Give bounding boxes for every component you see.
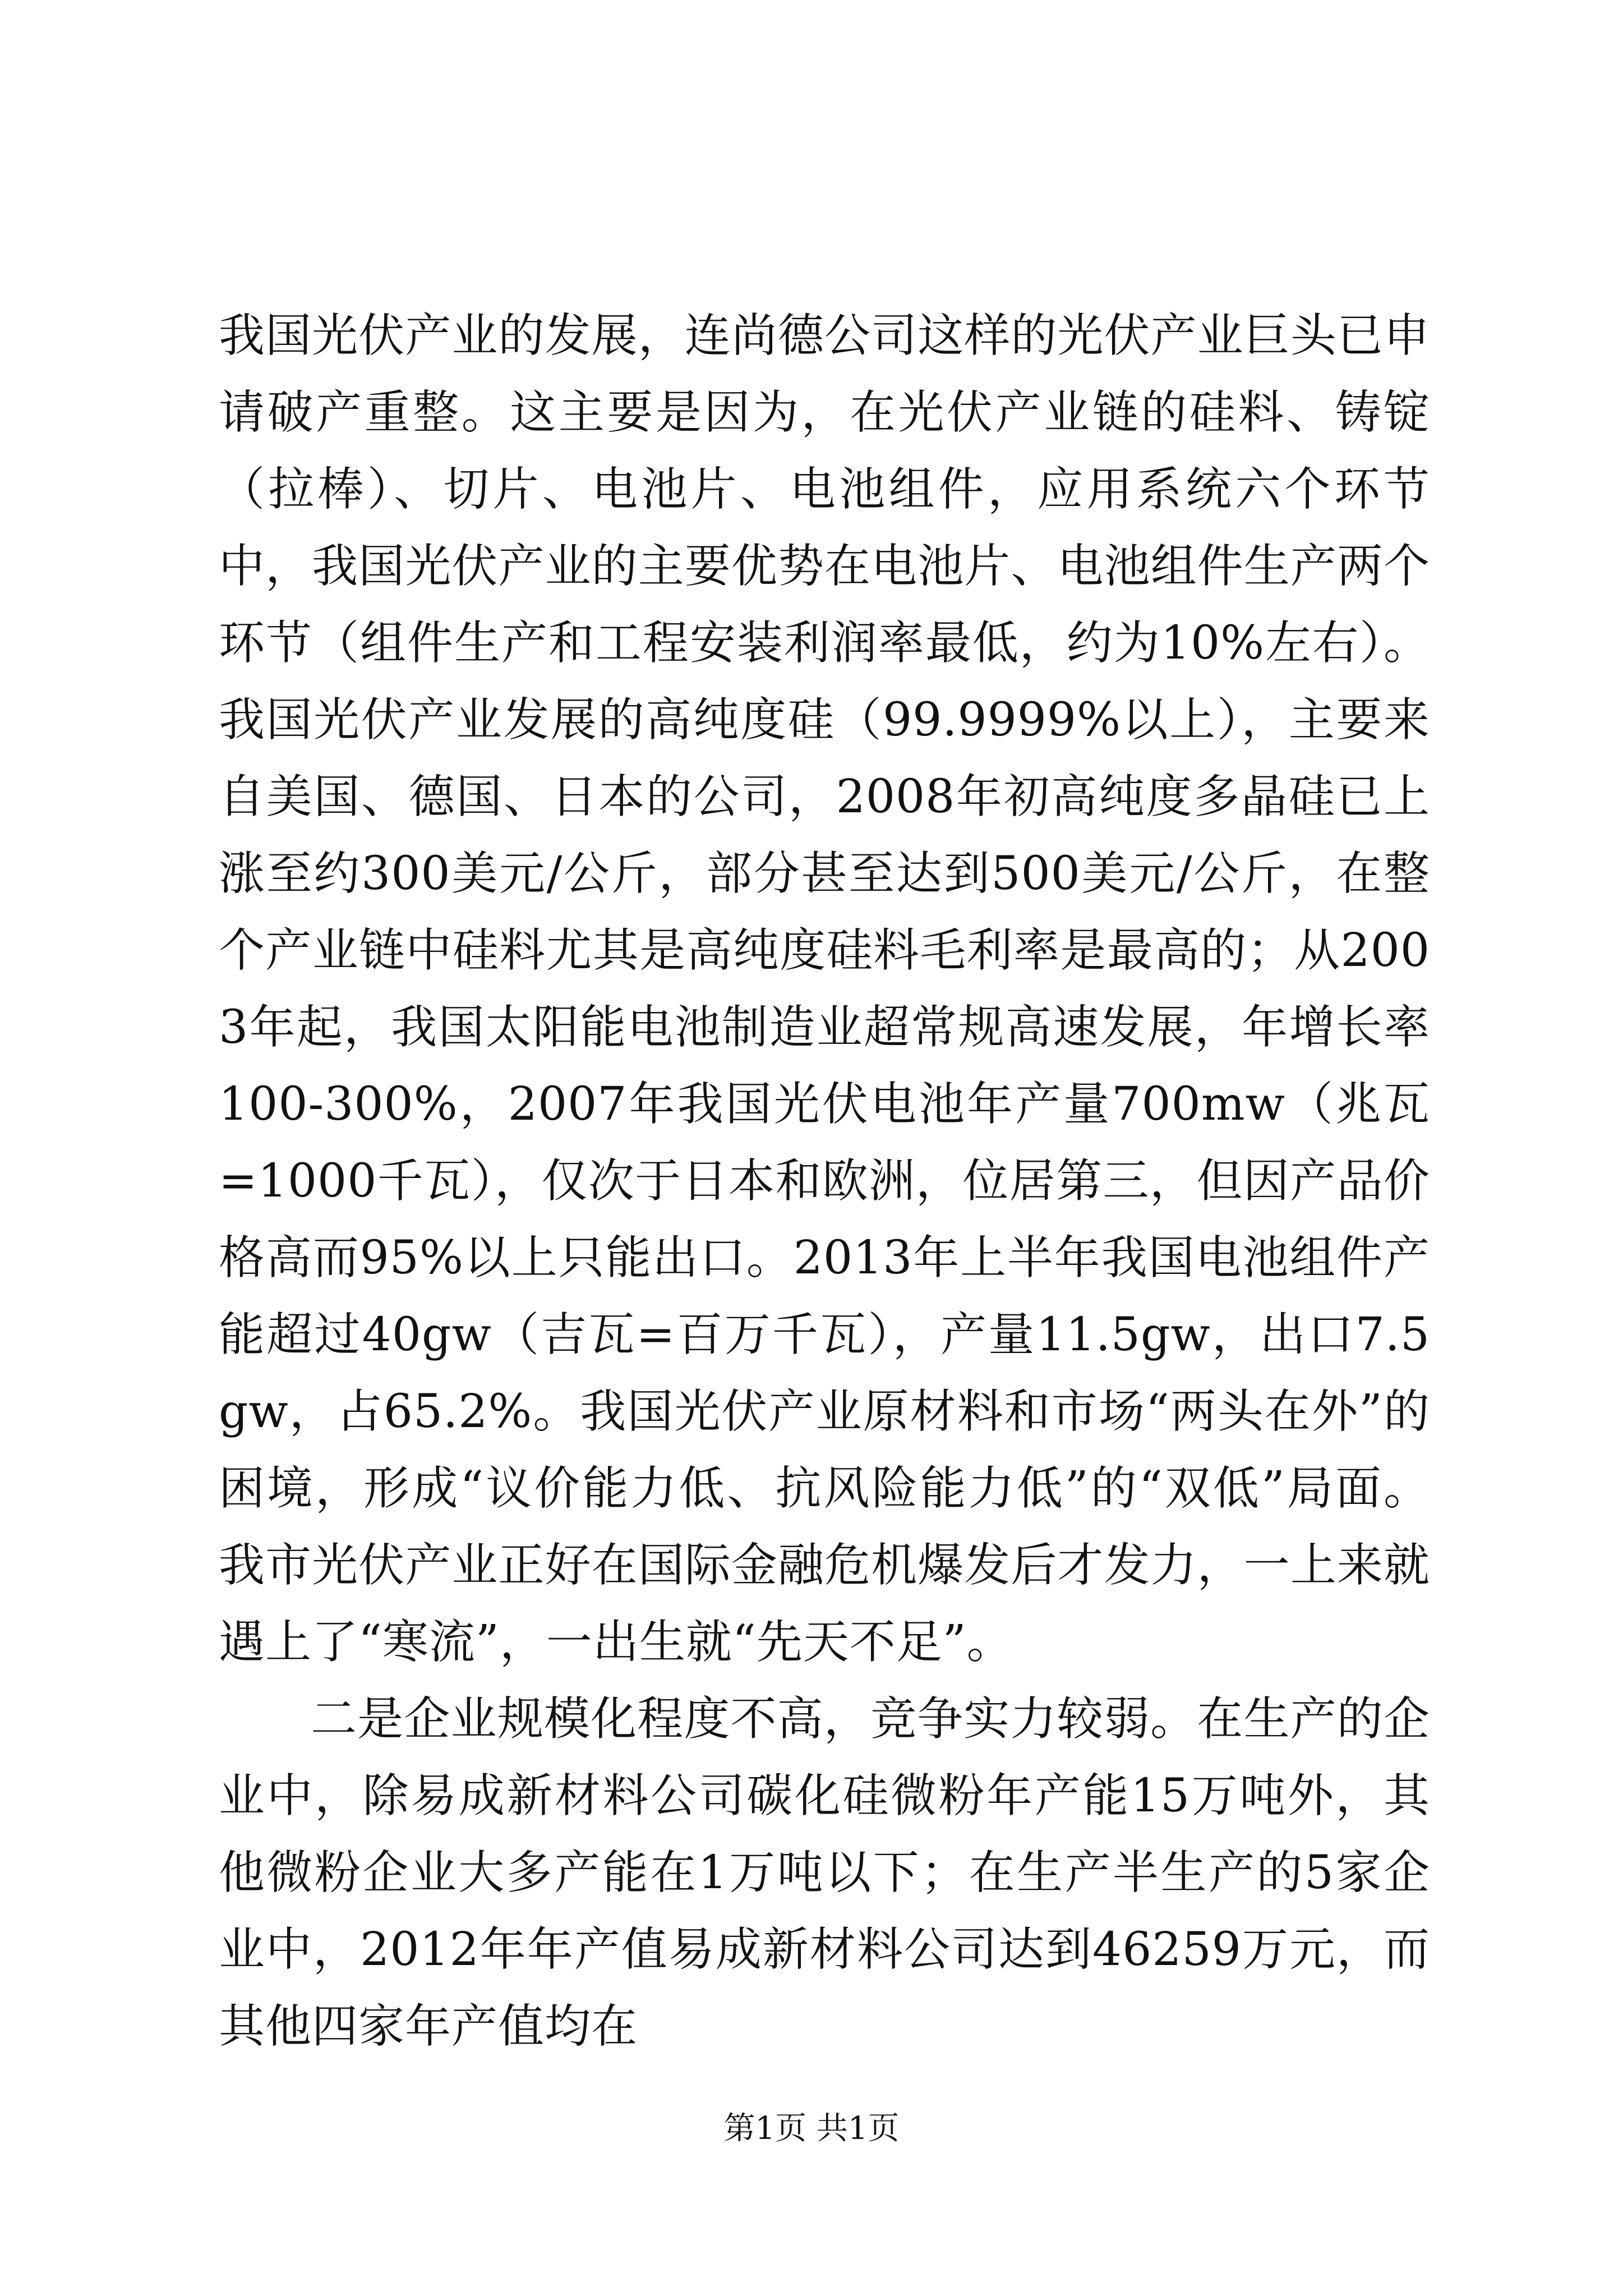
- paragraph-continued: 我国光伏产业的发展，连尚德公司这样的光伏产业巨头已申请破产重整。这主要是因为，在光伏产业链的硅料、铸锭（拉棒）、切片、电池片、电池组件，应用系统六个环节中，我国光伏产业的主要优势在电池片、电池组件生产两个环节（组件生产和工程安装利润率最低，约为10%左右）。我国光伏产业发展的高纯度硅（99.9999%以上），主要来自美国、德国、日本的公司，2008年初高纯度多晶硅已上涨至约300美元/公斤，部分甚至达到500美元/公斤，在整个产业链中硅料尤其是高纯度硅料毛利率是最高的；从2003年起，我国太阳能电池制造业超常规高速发展，年增长率100-300%，2007年我国光伏电池年产量700mw（兆瓦=1000千瓦），仅次于日本和欧洲，位居第三，但因产品价格高而95%以上只能出口。2013年上半年我国电池组件产能超过40gw（吉瓦=百万千瓦），产量11.5gw，出口7.5gw，占65.2%。我国光伏产业原材料和市场“两头在外”的困境，形成“议价能力低、抗风险能力低”的“双低”局面。我市光伏产业正好在国际金融危机爆发后才发力，一上来就遇上了“寒流”，一出生就“先天不足”。: [219, 309, 1430, 1669]
- document-body: [219, 297, 1430, 2065]
- paragraph-scale-competitiveness: 二是企业规模化程度不高，竞争实力较弱。在生产的企业中，除易成新材料公司碳化硅微粉年产能15万吨外，其他微粉企业大多产能在1万吨以下；在生产半生产的5家企业中，2012年年产值易成新材料公司达到46259万元，而其他四家年产值均在: [219, 1692, 1430, 2053]
- page-footer: 第1页 共1页: [723, 2110, 900, 2147]
